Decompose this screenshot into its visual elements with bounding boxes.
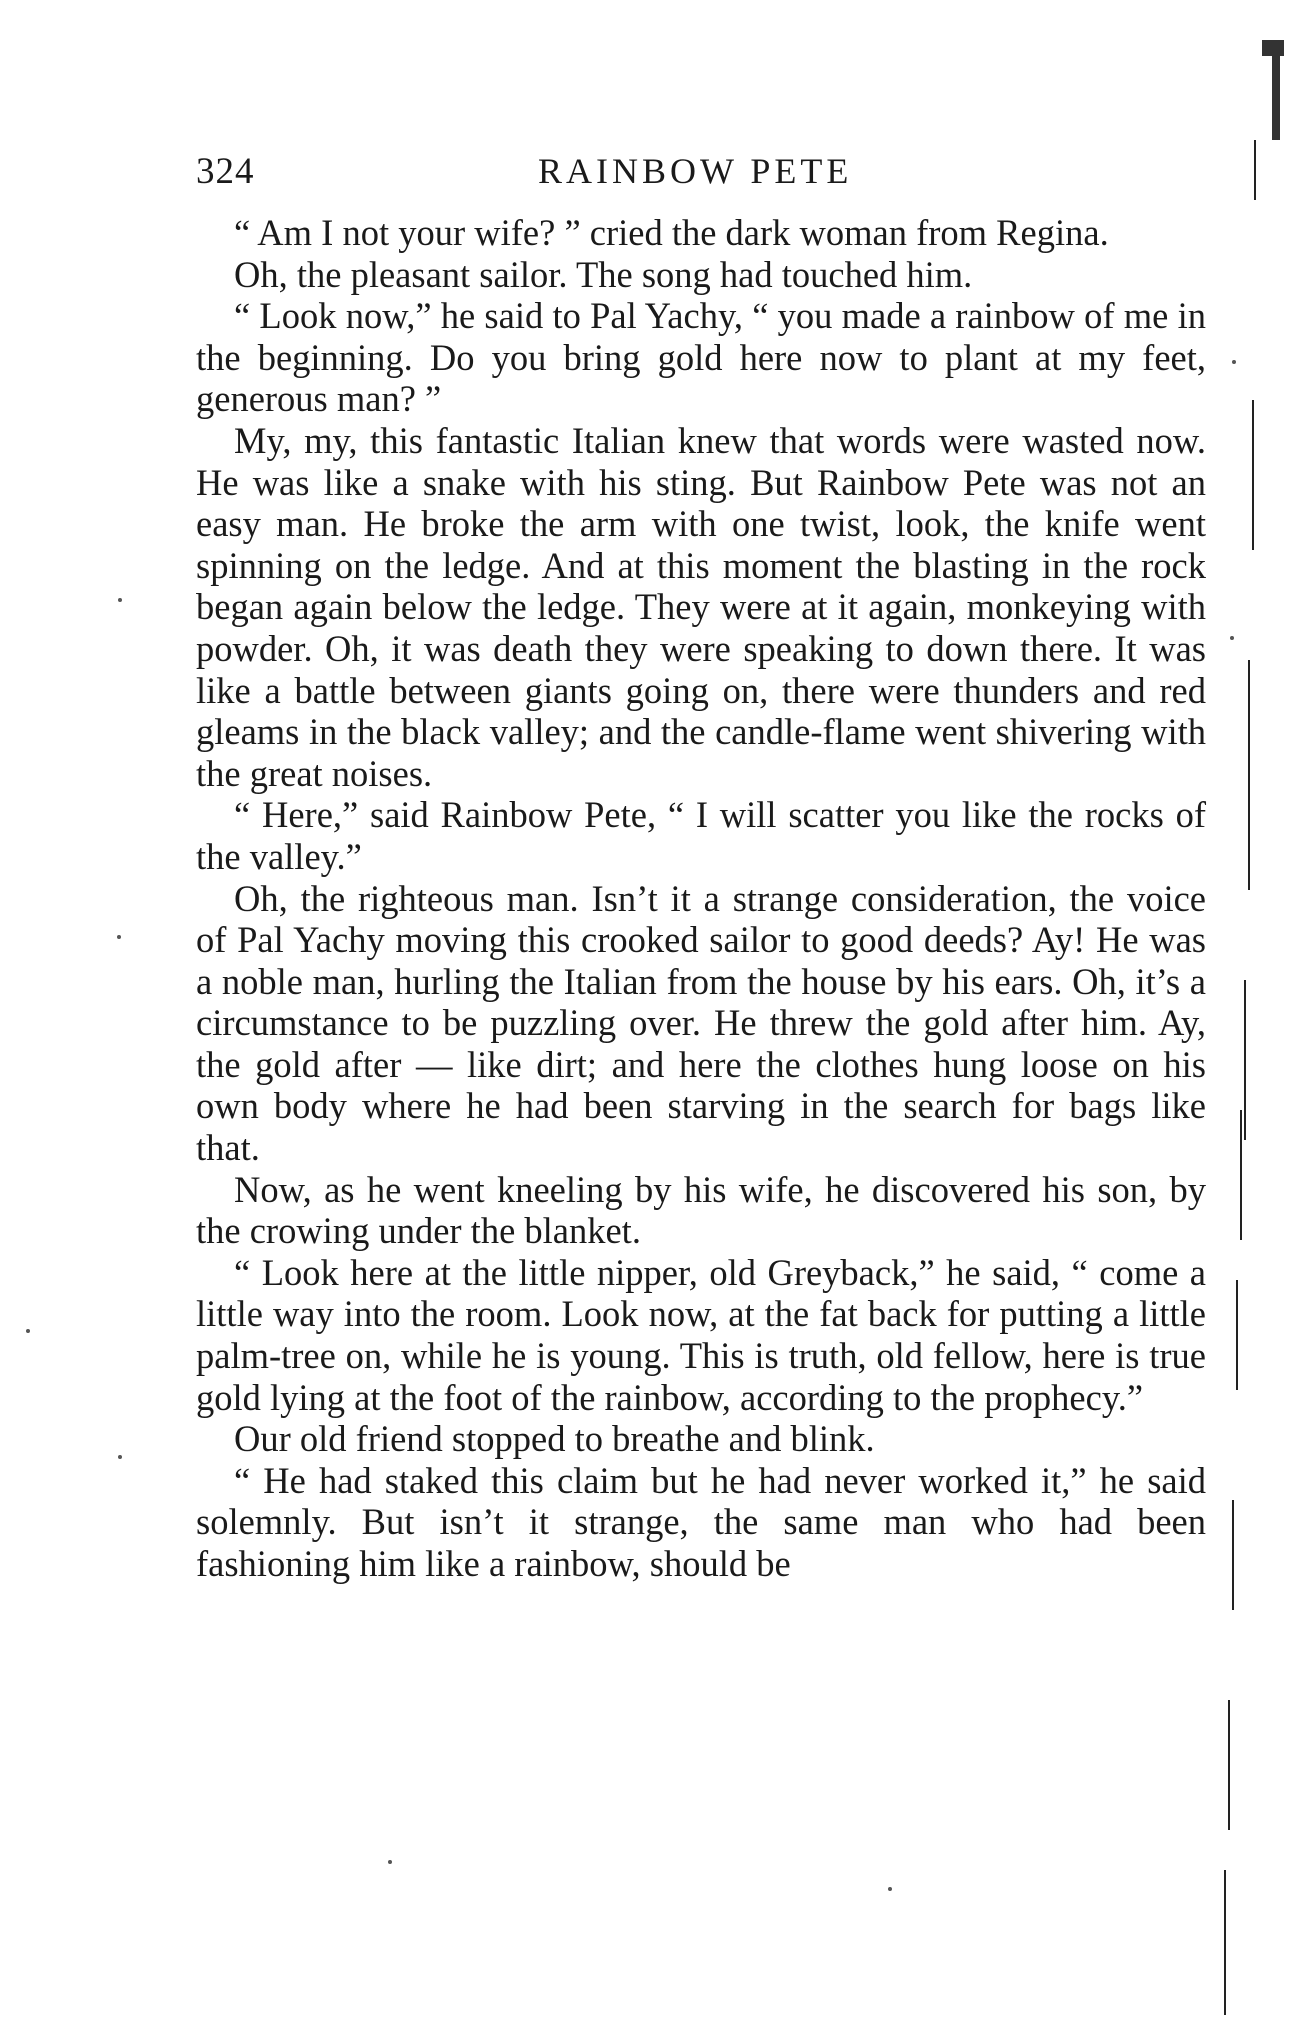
scan-speck — [1230, 636, 1234, 640]
running-title: RAINBOW PETE — [538, 151, 853, 191]
paragraph: “ Am I not your wife? ” cried the dark woman from Regina. — [234, 212, 1109, 253]
scan-speck — [118, 598, 122, 602]
scan-speck — [26, 1329, 30, 1333]
scan-speck — [388, 1860, 392, 1864]
scan-edge-line — [1236, 1280, 1238, 1390]
page-header — [196, 150, 1196, 200]
paragraph: Oh, the righteous man. Isn’t it a strange consideration, the voice of Pal Yachy moving this crooked sailor to good deeds? Ay! He was a noble man, hurling the Italian from the house by his ears. Oh, it’s a circumstance to be puzzling over. He threw the gold after him. Ay, the gold after — like dirt; and here the clothes hung loose on his own body where he had been starving in the search for bags like that. — [196, 877, 1206, 1169]
paragraph: My, my, this fantastic Italian knew that words were wasted now. He was like a snake with his sting. But Rainbow Pete was not an easy man. He broke the arm with one twist, look, the knife went spinning on the ledge. And at this moment the blasting in the rock began again below the ledge. They were at it again, monkeying with powder. Oh, it was death they were speaking to down there. It was like a battle between giants going on, there were thunders and red gleams in the black valley; and the candle-flame went shivering with the great noises. — [196, 419, 1206, 794]
scan-speck — [888, 1887, 892, 1891]
scan-edge-line — [1232, 1500, 1234, 1610]
paragraph: Now, as he went kneeling by his wife, he discovered his son, by the crowing under the blanket. — [196, 1168, 1206, 1252]
scan-edge-line — [1240, 1110, 1242, 1240]
scan-speck — [117, 935, 121, 939]
paragraph: “ He had staked this claim but he had never worked it,” he said solemnly. But isn’t it strange, the same man who had been fashioning him like a rainbow, should be — [196, 1459, 1206, 1584]
scan-edge-line — [1224, 1870, 1226, 2015]
scan-edge-line — [1254, 140, 1256, 200]
scan-speck — [1232, 360, 1236, 364]
scan-edge-line — [1252, 400, 1254, 550]
scan-speck — [118, 1455, 122, 1459]
scan-edge-line — [1244, 980, 1246, 1140]
paragraph: Oh, the pleasant sailor. The song had touched him. — [234, 253, 973, 295]
paragraph: “ Look now,” he said to Pal Yachy, “ you made a rainbow of me in the beginning. Do you bring gold here now to plant at my feet, generous man? ” — [196, 295, 1206, 420]
paragraph: Our old friend stopped to breathe and blink. — [234, 1418, 875, 1460]
scan-edge-line — [1248, 660, 1250, 890]
page-number: 324 — [196, 151, 255, 192]
scan-edge-line — [1228, 1700, 1230, 1830]
scan-edge-mark — [1272, 50, 1280, 140]
paragraph: “ Here,” said Rainbow Pete, “ I will scatter you like the rocks of the valley.” — [196, 794, 1206, 877]
paragraph: “ Look here at the little nipper, old Greyback,” he said, “ come a little way into the room. Look now, at the fat back for putting a little palm-tree on, while he is young. This is truth, old fellow, here is true gold lying at the foot of the rainbow, according to the prophecy.” — [196, 1251, 1206, 1418]
body-text — [196, 212, 1206, 1585]
